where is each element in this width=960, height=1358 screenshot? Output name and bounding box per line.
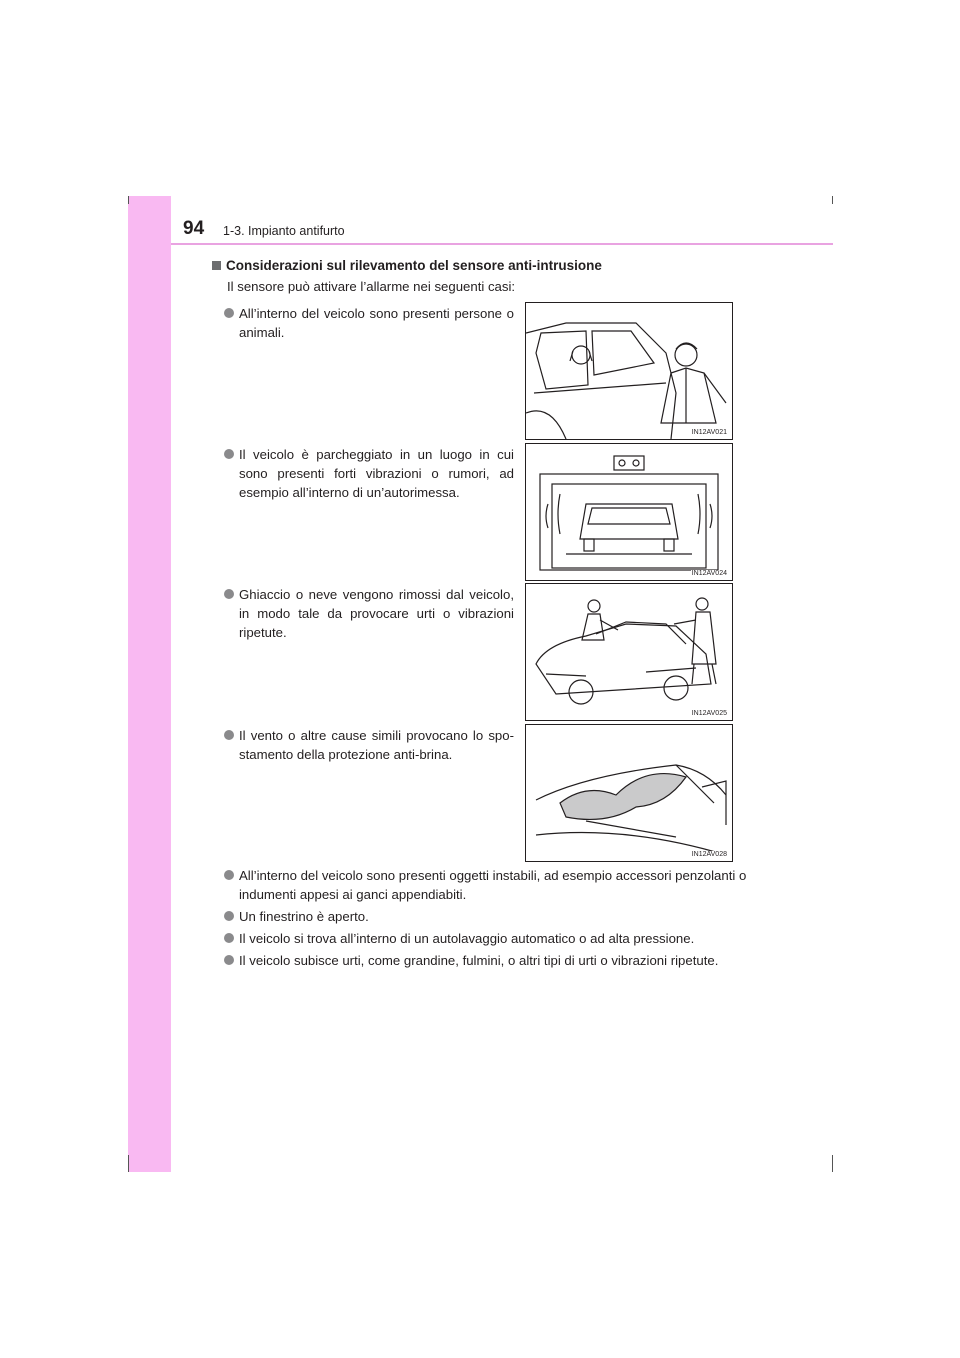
list-item [224,866,749,904]
figure-code: IN12AV028 [691,851,727,858]
people-scraping-snow-illustration [526,584,732,720]
section-heading [212,258,602,273]
illustration-car-garage [525,443,733,581]
bullet-icon [224,911,234,921]
person-and-dog-in-car-illustration [526,303,732,439]
list-item [224,907,749,926]
section-heading-text: Considerazioni sul rilevamento del sensore anti-intrusione [226,258,602,273]
list-item-text: Il vento o altre cause simili provocano lo spo-stamento della protezione anti-brina. [239,728,514,762]
crop-mark [832,196,833,204]
list-item-text: All’interno del veicolo sono presenti persone o animali. [239,306,514,340]
crop-mark [128,1155,129,1172]
bullet-icon [224,730,234,740]
intro-text: Il sensore può attivare l’allarme nei seguenti casi: [227,279,516,294]
square-bullet-icon [212,261,221,270]
list-item [224,304,514,342]
list-item [224,445,514,502]
crop-mark [128,196,129,204]
chapter-title: 1-3. Impianto antifurto [223,224,345,238]
illustration-person-dog-car [525,302,733,440]
chapter-side-bar [128,196,171,1172]
illustration-frost-cover [525,724,733,862]
bullet-icon [224,955,234,965]
figure-code: IN12AV025 [691,710,727,717]
list-item-text: Un finestrino è aperto. [239,909,369,924]
figure-code: IN12AV024 [691,570,727,577]
list-item-text: Il veicolo subisce urti, come grandine, fulmini, o altri tipi di urti o vibrazioni ripetute. [239,953,719,968]
list-item [224,929,749,948]
crop-mark [832,1155,833,1172]
list-item-text: Il veicolo è parcheggiato in un luogo in cui sono presenti forti vibrazioni o rumori, ad esempio all’interno di un’autorimessa. [239,447,514,500]
bullet-icon [224,449,234,459]
bullet-icon [224,933,234,943]
bullet-icon [224,308,234,318]
list-item-text: Ghiaccio o neve vengono rimossi dal veicolo, in modo tale da provocare urti o vibrazioni ripetute. [239,587,514,640]
list-item-text: All’interno del veicolo sono presenti oggetti instabili, ad esempio accessori penzolanti o indumenti appesi ai ganci appendiabiti. [239,868,747,902]
list-item [224,726,514,764]
page-number: 94 [183,218,205,239]
illustration-snow-removal [525,583,733,721]
car-in-garage-lift-illustration [526,444,732,580]
bullet-icon [224,870,234,880]
list-item-text: Il veicolo si trova all’interno di un autolavaggio automatico o ad alta pressione. [239,931,695,946]
list-item [224,951,749,970]
windshield-frost-cover-illustration [526,725,732,861]
header-divider [171,243,833,245]
bullet-icon [224,589,234,599]
list-item [224,585,514,642]
figure-code: IN12AV021 [691,429,727,436]
